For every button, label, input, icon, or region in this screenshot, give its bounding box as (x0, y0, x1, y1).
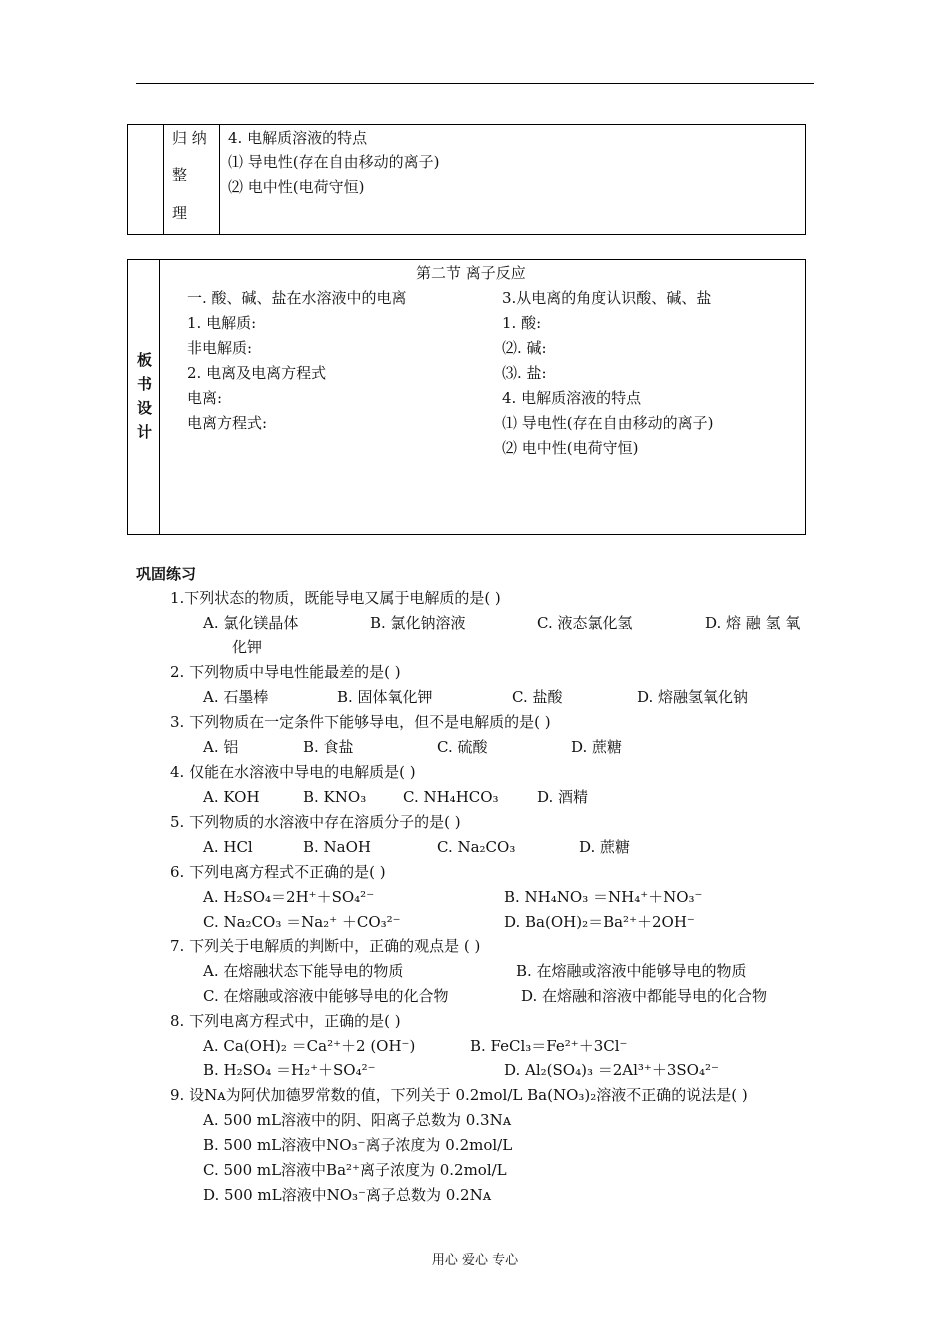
board-right-6: ⑴ 导电性(存在自由移动的离子) (502, 414, 714, 432)
board-label-3: 设 (137, 399, 153, 417)
q7-stem: 7. 下列关于电解质的判断中，正确的观点是 ( ) (170, 937, 481, 955)
q7-option-b: B. 在熔融或溶液中能够导电的物质 (516, 962, 747, 980)
q5-stem: 5. 下列物质的水溶液中存在溶质分子的是( ) (170, 813, 461, 831)
board-design-table (127, 259, 806, 535)
q6-option-a: A. H₂SO₄＝2H⁺＋SO₄²⁻ (203, 888, 375, 906)
q9-option-a: A. 500 mL溶液中的阴、阳离子总数为 0.3Nᴀ (203, 1111, 512, 1129)
q6-stem: 6. 下列电离方程式不正确的是( ) (170, 863, 386, 881)
header-rule (136, 83, 814, 84)
board-right-2: 1. 酸: (502, 314, 542, 332)
q3-option-d: D. 蔗糖 (571, 738, 623, 756)
board-right-4: ⑶. 盐: (502, 364, 547, 382)
board-title: 第二节 离子反应 (416, 264, 526, 282)
q2-option-c: C. 盐酸 (512, 688, 563, 706)
summary-label-1: 归 纳 (172, 129, 207, 147)
q6-option-c: C. Na₂CO₃ ＝Na₂⁺ ＋CO₃²⁻ (203, 913, 401, 931)
q8-option-b: B. FeCl₃＝Fe²⁺＋3Cl⁻ (470, 1037, 628, 1055)
q1-option-d-cont: 化钾 (232, 638, 263, 656)
board-left-3: 非电解质: (187, 339, 253, 357)
page-footer: 用心 爱心 专心 (431, 1253, 519, 1268)
q5-option-c: C. Na₂CO₃ (437, 838, 516, 856)
q7-option-a: A. 在熔融状态下能导电的物质 (203, 962, 404, 980)
q8-option-d: D. Al₂(SO₄)₃ ＝2Al³⁺＋3SO₄²⁻ (504, 1061, 719, 1079)
q9-option-d: D. 500 mL溶液中NO₃⁻离子总数为 0.2Nᴀ (203, 1186, 492, 1204)
q2-option-b: B. 固体氧化钾 (337, 688, 433, 706)
q3-stem: 3. 下列物质在一定条件下能够导电，但不是电解质的是( ) (170, 713, 551, 731)
q6-option-b: B. NH₄NO₃ ＝NH₄⁺＋NO₃⁻ (504, 888, 703, 906)
q3-option-a: A. 铝 (203, 738, 239, 756)
q9-option-c: C. 500 mL溶液中Ba²⁺离子浓度为 0.2mol/L (203, 1161, 507, 1179)
board-left-5: 电离: (187, 389, 223, 407)
q9-stem: 9. 设Nᴀ为阿伏加德罗常数的值，下列关于 0.2mol/L Ba(NO₃)₂溶液不正确的说法是( ) (170, 1086, 748, 1104)
board-left-6: 电离方程式: (187, 414, 268, 432)
q5-option-a: A. HCl (203, 838, 253, 856)
practice-heading: 巩固练习 (136, 565, 197, 583)
q4-stem: 4. 仅能在水溶液中导电的电解质是( ) (170, 763, 416, 781)
board-label-4: 计 (137, 423, 153, 441)
q1-option-c: C. 液态氯化氢 (537, 614, 633, 632)
q1-stem: 1.下列状态的物质，既能导电又属于电解质的是( ) (170, 589, 501, 607)
q6-option-d: D. Ba(OH)₂＝Ba²⁺＋2OH⁻ (504, 913, 695, 931)
q8-option-a: A. Ca(OH)₂ ＝Ca²⁺＋2 (OH⁻) (203, 1037, 416, 1055)
q4-option-b: B. KNO₃ (303, 788, 367, 806)
summary-line-3: ⑵ 电中性(电荷守恒) (228, 178, 365, 196)
q3-option-c: C. 硫酸 (437, 738, 488, 756)
q2-option-d: D. 熔融氢氧化钠 (637, 688, 749, 706)
q2-option-a: A. 石墨棒 (203, 688, 269, 706)
q1-option-a: A. 氯化镁晶体 (203, 614, 299, 632)
board-right-1: 3.从电离的角度认识酸、碱、盐 (502, 289, 712, 307)
q1-option-b: B. 氯化钠溶液 (370, 614, 466, 632)
board-left-2: 1. 电解质: (187, 314, 257, 332)
board-label-2: 书 (137, 375, 153, 393)
q3-option-b: B. 食盐 (303, 738, 354, 756)
q8-option-c: B. H₂SO₄ ＝H₂⁺＋SO₄²⁻ (203, 1061, 376, 1079)
q8-stem: 8. 下列电离方程式中，正确的是( ) (170, 1012, 401, 1030)
board-right-7: ⑵ 电中性(电荷守恒) (502, 439, 639, 457)
board-left-4: 2. 电离及电离方程式 (187, 364, 327, 382)
board-right-5: 4. 电解质溶液的特点 (502, 389, 642, 407)
q5-option-b: B. NaOH (303, 838, 372, 856)
q7-option-d: D. 在熔融和溶液中都能导电的化合物 (521, 987, 768, 1005)
summary-table (127, 124, 806, 235)
summary-label-2: 整 (172, 166, 188, 184)
summary-line-1: 4. 电解质溶液的特点 (228, 129, 368, 147)
q5-option-d: D. 蔗糖 (579, 838, 631, 856)
q1-option-d: D. 熔 融 氢 氧 (705, 614, 801, 632)
q7-option-c: C. 在熔融或溶液中能够导电的化合物 (203, 987, 449, 1005)
board-left-1: 一. 酸、碱、盐在水溶液中的电离 (187, 289, 407, 307)
q9-option-b: B. 500 mL溶液中NO₃⁻离子浓度为 0.2mol/L (203, 1136, 513, 1154)
summary-line-2: ⑴ 导电性(存在自由移动的离子) (228, 153, 440, 171)
summary-label-3: 理 (172, 204, 188, 222)
q2-stem: 2. 下列物质中导电性能最差的是( ) (170, 663, 401, 681)
board-label-1: 板 (137, 351, 153, 369)
q4-option-c: C. NH₄HCO₃ (403, 788, 499, 806)
board-right-3: ⑵. 碱: (502, 339, 547, 357)
q4-option-d: D. 酒精 (537, 788, 589, 806)
q4-option-a: A. KOH (203, 788, 260, 806)
